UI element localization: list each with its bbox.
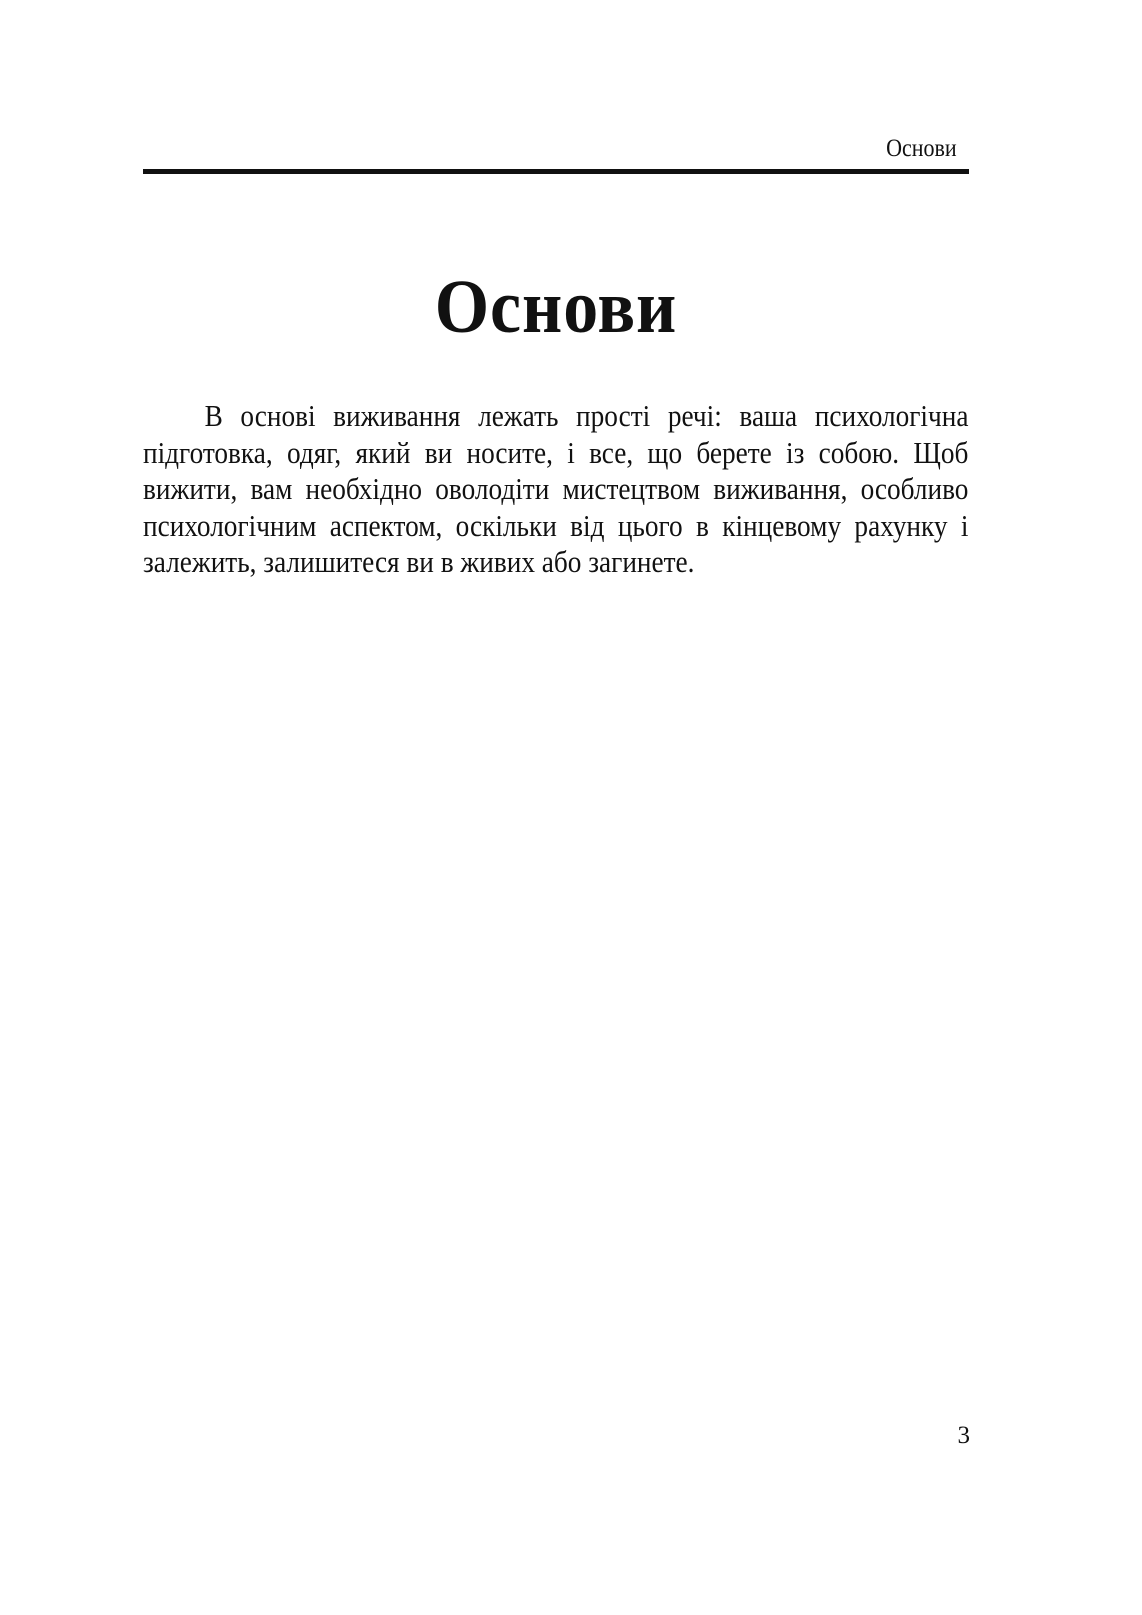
chapter-title: Основи (434, 265, 678, 349)
page-number: 3 (957, 1422, 970, 1449)
body-text (143, 398, 969, 581)
paragraph: В основі виживання лежать прості речі: ваша психологічна підготовка, одяг, який ви носите, і все, що берете із собою. Щоб вижити, вам необхідно оволодіти мистецтвом виживання, особливо психологічним аспектом, оскільки від цього в кінцевому рахунку і залежить, залишитеся ви в живих або загинете. (143, 398, 969, 579)
running-header-title: Основи (886, 135, 957, 162)
header-divider (143, 169, 969, 174)
